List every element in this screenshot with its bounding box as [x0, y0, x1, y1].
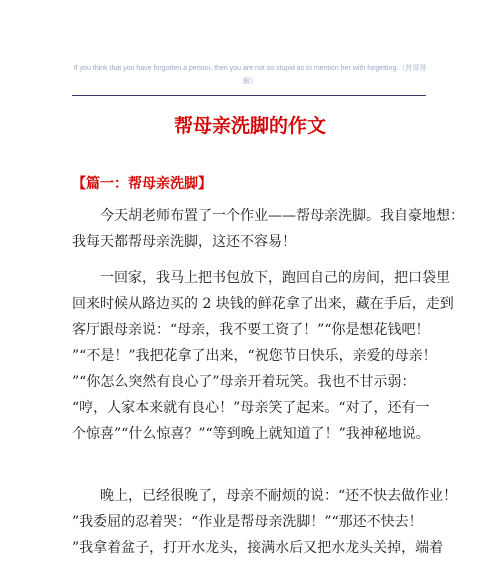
paragraph-3 [72, 483, 458, 561]
paragraph-line: 客厅跟母亲说：“母亲，我不要工资了！”“你是想花钱吧！ [72, 322, 430, 338]
paragraph-line: 我每天都帮母亲洗脚，这还不容易！ [72, 234, 296, 250]
paragraph-line: 晚上，已经很晚了，母亲不耐烦的说：“还不快去做作业！ [100, 488, 458, 504]
paragraph-line: 个惊喜”“什么惊喜？”“等到晚上就知道了！”我神秘地说。 [72, 426, 430, 442]
header-quote: If you think that you have forgotten a person, then you are not so stupid as to mention her with forgetting.（莒哥哥解） [73, 65, 427, 85]
paragraph-line: “哼，人家本来就有良心！”母亲笑了起来。“对了，还有一 [72, 400, 430, 416]
paragraph-line: ”我拿着盆子，打开水龙头，接满水后又把水龙头关掉，端着 [72, 540, 444, 556]
paragraph-line: ”“不是！”我把花拿了出来，“祝您节日快乐，亲爱的母亲！ [72, 348, 437, 364]
paragraph-2 [72, 265, 454, 447]
paragraph-line: ”“你怎么突然有良心了”母亲开着玩笑。我也不甘示弱： [72, 374, 416, 390]
section-heading: 【篇一：帮母亲洗脚】 [72, 176, 212, 192]
paragraph-line: 今天胡老师布置了一个作业——帮母亲洗脚。我自豪地想： [100, 208, 464, 224]
document-title: 帮母亲洗脚的作文 [173, 115, 326, 137]
paragraph-1 [72, 203, 464, 255]
paragraph-line: ”我委屈的忍着哭：“作业是帮母亲洗脚！”“那还不快去！ [72, 514, 423, 530]
paragraph-line: 回来时候从路边买的 2 块钱的鲜花拿了出来，藏在手后，走到 [72, 296, 454, 312]
paragraph-line: 一回家，我马上把书包放下，跑回自己的房间，把口袋里 [100, 270, 450, 286]
header-divider [72, 95, 426, 96]
